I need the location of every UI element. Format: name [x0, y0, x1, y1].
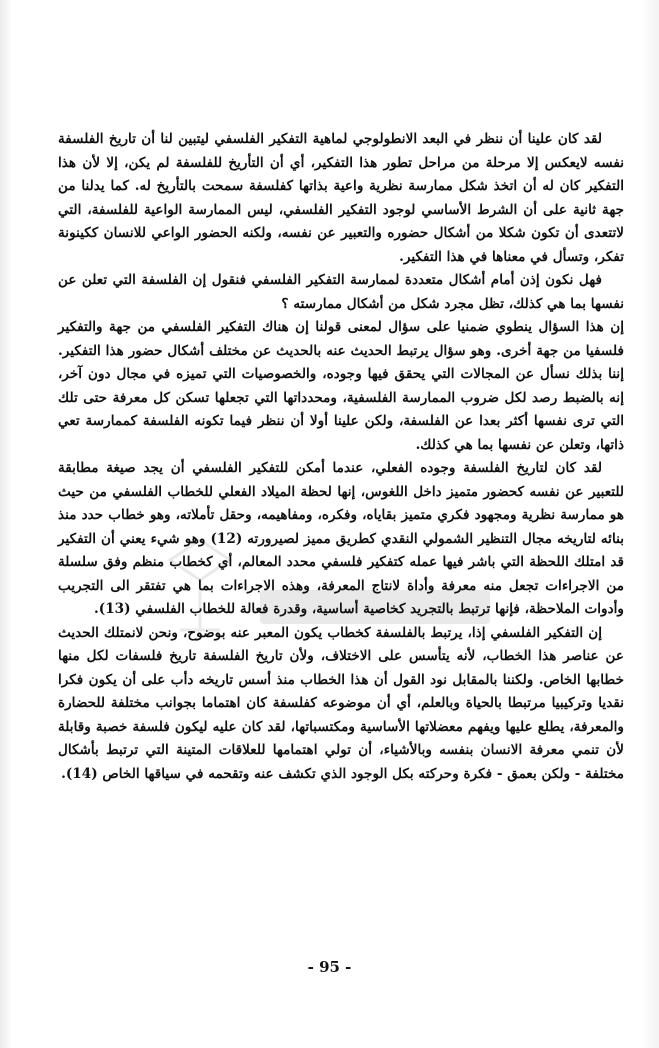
page-number: - 95 - [307, 958, 352, 976]
article-body [58, 128, 624, 786]
paragraph-4: لقد كان لتاريخ الفلسفة وجوده الفعلي، عندما أمكن للتفكير الفلسفي أن يجد صيغة مطابقة للتعبير عن نفسه كحضور متميز داخل اللغوس، إنها لحظة الميلاد الفعلي للخطاب الفلسفي من حيث هو ممارسة نظرية ومجهود فكري متميز بقاياه، وفكره، ومفاهيمه، وحقل تأملاته، وهو خطاب حدد منذ بنائه لتاريخه مجال التنظير الشمولي النقدي كطريق مميز لصيرورته (12) وهو شيء يعني أن التفكير قد امتلك اللحظة التي باشر فيها عمله كتفكير فلسفي محدد المعالم، أي كخطاب منظم وفق سلسلة من الاجراءات تجعل منه معرفة وأداة لانتاج المعرفة، وهذه الاجراءات بما هي تفتقر الى التجريب وأدوات الملاحظة، فإنها ترتبط بالتجريد كخاصية أساسية، وقدرة فعالة للخطاب الفلسفي (13). [58, 460, 624, 617]
paragraph-1: لقد كان علينا أن ننظر في البعد الانطولوجي لماهية التفكير الفلسفي ليتبين لنا أن تاريخ الفلسفة نفسه لايعكس إلا مرحلة من مراحل تطور هذا التفكير، أي أن التأريخ للفلسفة لم يكن، إلا لأن هذا التفكير كان له أن اتخذ شكل ممارسة نظرية واعية بذاتها كفلسفة سمحت بالتأريخ له. كما يدلنا من جهة ثانية على أن الشرط الأساسي لوجود التفكير الفلسفي، ليس الممارسة الواعية للفلسفة، التي لاتتعدى أن تكون شكلا من أشكال حضوره والتعبير عن نفسه، ولكنه الحضور الواعي للانسان ككينونة تفكر، وتسأل في معناها في هذا التفكير. [58, 131, 624, 265]
paragraph-2: فهل نكون إذن أمام أشكال متعددة لممارسة التفكير الفلسفي فنقول إن الفلسفة التي تعلن عن نفسها بما هي كذلك، تظل مجرد شكل من أشكال ممارسته ؟ [58, 272, 624, 312]
paragraph-5: إن التفكير الفلسفي إذا، يرتبط بالفلسفة كخطاب يكون المعبر عنه بوضوح، ونحن لانمتلك الحديث عن عناصر هذا الخطاب، لأنه يتأسس على الاختلاف، ولأن تاريخ الفلسفة تاريخ فلسفات لكل منها خطابها الخاص. ولكننا بالمقابل نود القول أن هذا الخطاب منذ أسس تاريخه دأب على أن يكون فكرا نقديا وتركيبيا مرتبطا بالحياة وبالعلم، أي أن موضوعه كفلسفة كان اهتماما بجوانب مختلفة للحضارة والمعرفة، يطلع عليها ويفهم معضلاتها الأساسية ومكتسباتها، لقد كان عليه ليكون فلسفة خصبة وقابلة لأن تنمي معرفة الانسان بنفسه وبالأشياء، أن تولي اهتمامها للعلاقات المتينة التي ترتبط بأشكال مختلفة - ولكن بعمق - فكرة وحركته بكل الوجود الذي تكشف عنه وتقحمه في سياقها الخاص (14). [58, 624, 624, 782]
paragraph-3: إن هذا السؤال ينطوي ضمنيا على سؤال لمعنى قولنا إن هناك التفكير الفلسفي من جهة والتفكير فلسفيا من جهة أخرى. وهو سؤال يرتبط الحديث عنه بالحديث عن مختلف أشكال حضور هذا التفكير. إننا بذلك نسأل عن المجالات التي يحقق فيها وجوده، والخصوصيات التي تميزه في مجال دون آخر، إنه بالضبط رصد لكل ضروب الممارسة الفلسفية، ومحدداتها التي تجعلها تسكن كل معرفة حتى تلك التي ترى نفسها أكثر بعدا عن الفلسفة، ولكن علينا أولا أن ننظر فيما تكونه الفلسفة كممارسة تعي ذاتها، وتعلن عن نفسها بما هي كذلك. [58, 319, 624, 453]
